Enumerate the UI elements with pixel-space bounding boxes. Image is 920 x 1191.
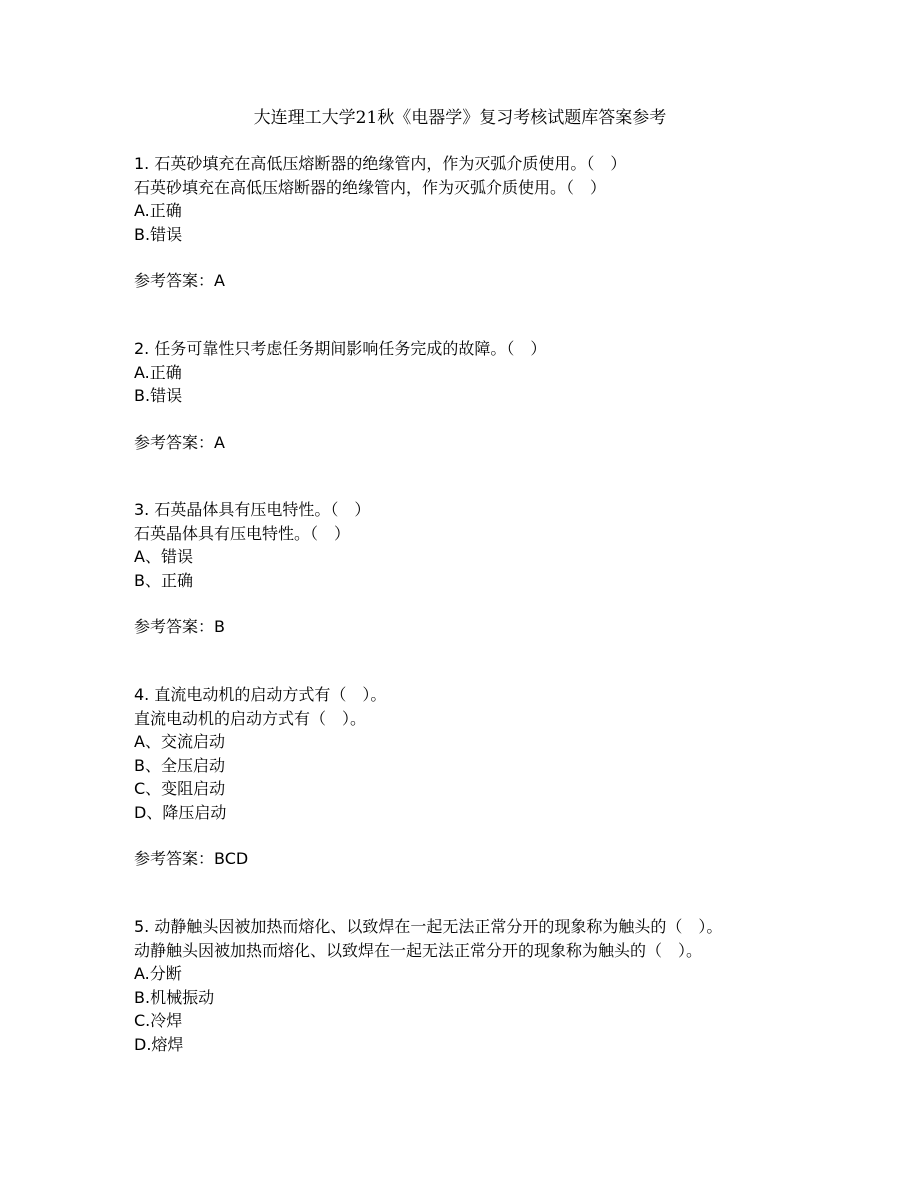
option-b: B.错误 xyxy=(134,224,183,244)
question-restated: 石英砂填充在高低压熔断器的绝缘管内，作为灭弧介质使用。（ ） xyxy=(134,177,607,197)
question-restated: 动静触头因被加热而熔化、以致焊在一起无法正常分开的现象称为触头的（ ）。 xyxy=(134,940,703,960)
answer: 参考答案：A xyxy=(134,432,225,452)
answer: 参考答案：A xyxy=(134,271,225,290)
option-b: B.机械振动 xyxy=(134,987,215,1007)
option-b: B、正确 xyxy=(134,570,193,590)
question-3 xyxy=(134,498,774,639)
answer: 参考答案：B xyxy=(134,617,225,636)
question-2 xyxy=(134,337,774,454)
question-stem: 1. 石英砂填充在高低压熔断器的绝缘管内，作为灭弧介质使用。（ ） xyxy=(134,154,627,173)
option-b: B、全压启动 xyxy=(134,755,225,775)
option-a: A.分断 xyxy=(134,964,182,983)
option-b: B.错误 xyxy=(134,386,183,405)
question-1 xyxy=(134,152,774,293)
option-a: A.正确 xyxy=(134,201,182,220)
option-c: C、变阻启动 xyxy=(134,779,226,798)
option-c: C.冷焊 xyxy=(134,1011,183,1030)
question-restated: 直流电动机的启动方式有（ ）。 xyxy=(134,708,367,728)
answer: 参考答案：BCD xyxy=(134,849,249,868)
option-a: A、交流启动 xyxy=(134,732,225,751)
question-stem: 5. 动静触头因被加热而熔化、以致焊在一起无法正常分开的现象称为触头的（ ）。 xyxy=(134,917,723,936)
option-d: D、降压启动 xyxy=(134,802,227,822)
option-a: A、错误 xyxy=(134,547,193,566)
question-stem: 3. 石英晶体具有压电特性。（ ） xyxy=(134,500,371,519)
option-d: D.熔焊 xyxy=(134,1034,184,1054)
question-stem: 2. 任务可靠性只考虑任务期间影响任务完成的故障。（ ） xyxy=(134,339,547,358)
question-4 xyxy=(134,683,774,871)
option-a: A.正确 xyxy=(134,362,182,382)
question-restated: 石英晶体具有压电特性。（ ） xyxy=(134,523,351,543)
question-stem: 4. 直流电动机的启动方式有（ ）。 xyxy=(134,685,387,704)
page-title: 大连理工大学21秋《电器学》复习考核试题库答案参考 xyxy=(253,108,667,128)
question-5 xyxy=(134,915,774,1056)
